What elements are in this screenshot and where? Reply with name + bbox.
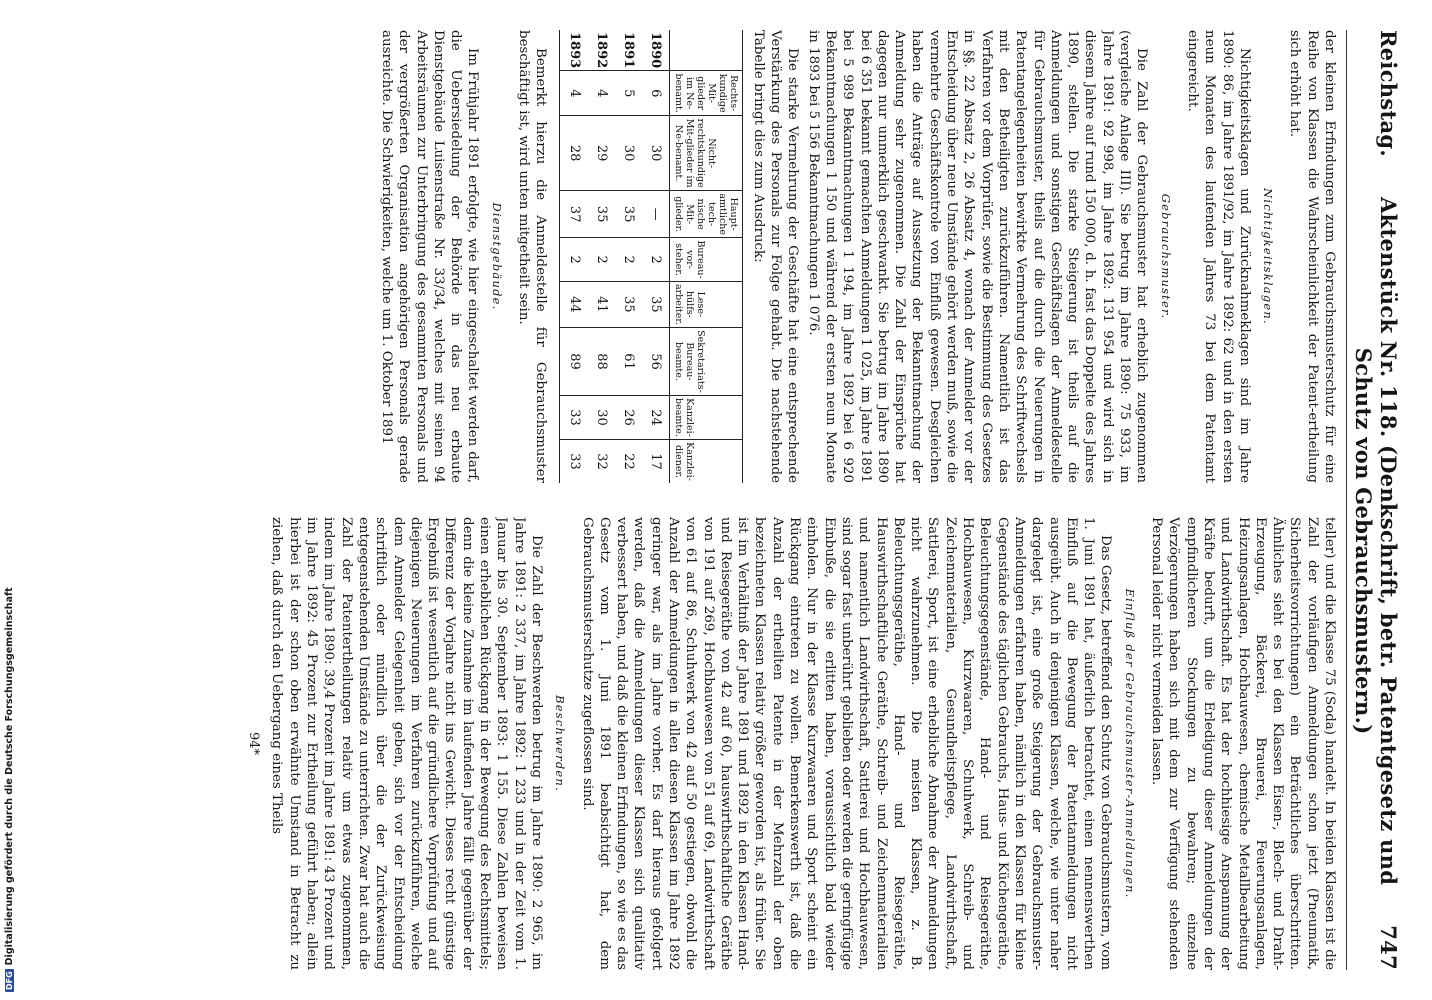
text-columns: [8, 30, 1338, 970]
column-left: [8, 30, 1338, 483]
table-cell: 89: [560, 327, 588, 395]
table-header-cell: Sekretariats-Bureau-beamte.: [670, 327, 743, 395]
paragraph: Das Gesetz, betreffend den Schutz von Gebrauchsmustern, vom 1. Juni 1891 hat, äußerlich betrachtet, einen nennenswerthen Einfluß auf die Bewegung der Patentanmeldungen nicht ausgeübt. Auch in denjenigen Klassen, welche, wie unter naher dargelegt ist, eine große Steigerung der Gebrauchsmuster-Anmeldungen erfahren haben, nämlich in den Klassen für kleine Gegenstände des täglichen Gebrauchs, Haus- und Küchengeräthe, Beleuchtungsgegenstände, Hand- und Reisegeräthe, Hochbauwesen, Kurzwaaren, Schuhwerk, Schreib- und Zeichenmaterialien, Gesundheitspflege, Landwirthschaft, Sattlerei, Sport, ist eine erhebliche Abnahme der Anmeldungen nicht wahrzunehmen. Die meisten Klassen, z. B. Beleuchtungsgeräthe, Hand- und Reisegeräthe, Hauswirthschaftliche Geräthe, Schreib- und Zeichenmaterialien und namentlich Landwirthschaft, Sattlerei und Hochbauwesen, sind sogar fast unberührt geblieben oder werden die geringfügige Einbuße, die sie erlitten haben, voraussichtlich bald wieder einholen. Nur in der Klasse Kurzwaaren und Sport scheint ein Rückgang eintreten zu wollen. Bemerkenswerth ist, daß die Anzahl der ertheilten Patente in der Mehrzahl der oben bezeichneten Klassen relativ größer geworden ist, als früher. Sie ist im Verhältniß der Jahre 1891 und 1892 in den Klassen Hand- und Reisegeräthe von 42 auf 60, hauswirthschaftliche Geräthe von 191 auf 269, Hochbauwesen von 51 auf 69, Landwirthschaft von 61 auf 86, Schuhwerk von 42 auf 50 gestiegen, obwohl die Anzahl der Anmeldungen in allen diesen Klassen im Jahre 1892 geringer war, als im Jahre vorher. Es darf hieraus gefolgert werden, daß die Anmeldungen dieser Klassen sich qualitativ verbessert haben, und daß die kleinen Erfindungen, so wie es das Gesetz vom 1. Juni 1891 beabsichtigt hat, dem Gebrauchsmusterschutze zugeflossen sind.: [579, 517, 1114, 970]
table-cell: 33: [560, 395, 588, 439]
table-header-cell: Haupt-amtliche tech-nische Mit-glieder.: [670, 191, 743, 238]
table-cell: 6: [642, 71, 670, 116]
table-cell: 1893: [560, 30, 588, 71]
table-header-cell: Kanzlei-beamte.: [670, 395, 743, 439]
table-cell: 29: [588, 116, 615, 191]
table-cell: 24: [642, 395, 670, 439]
table-cell: 35: [615, 281, 642, 327]
table-cell: 4: [560, 71, 588, 116]
table-cell: 30: [615, 116, 642, 191]
table-cell: 1892: [593, 32, 609, 69]
table-cell: 37: [560, 191, 588, 238]
table-cell: 61: [615, 327, 642, 395]
table-cell: 2: [615, 238, 642, 281]
table-header-cell: Nicht-rechtskundige Mit-glieder im Ne-benamt.: [670, 116, 743, 191]
digitization-note: [4, 587, 15, 992]
page-number: 747: [1376, 925, 1401, 970]
section-title: Beschwerden.: [553, 695, 568, 792]
table-row: [560, 30, 588, 483]
table-cell: 22: [615, 439, 642, 483]
table-cell: 4: [588, 71, 615, 116]
table-cell: —: [642, 191, 670, 238]
paragraph: Die Zahl der Gebrauchsmuster hat erheblich zugenommen (vergleiche Anlage III). Sie betrug im Jahre 1890: 75 933, im Jahre 1891: 92 998, im Jahre 1892: 131 954 und wird sich in diesem Jahre auf rund 150 000, d. h. fast das Doppelte des Jahres 1890, stellen. Die starke Steigerung ist theils auf die Anmeldungen und sonstigen Geschäftslagen der Anmeldestelle für Gebrauchsmuster, theils auf die durch die Neuerungen in Patentangelegenheiten bewirkte Vermehrung des Schriftwechsels mit den Betheiligten zurückzuführen. Namentlich ist das Verfahren vor dem Vorprüfer, sowie die Bestimmung des Gesetzes in §§. 22 Absatz 2, 26 Absatz 4, wonach der Anmelder vor der Entscheidung über neue Umstände gehört werden muß, sowie die vermehrte Geschäftskontrole von Einfluß gewesen. Desgleichen haben die Anträge auf Aussetzung der Bekanntmachung der Anmeldung sehr zugenommen. Die Zahl der Einsprüche hat dagegen nur unmerklich geschwankt. Sie betrug im Jahre 1890 bei 6 351 bekannt gemachten Anmeldungen 1 025, im Jahre 1891 bei 5 989 Bekanntmachungen 1 194, im Jahre 1892 bei 6 920 Bekanntmachungen 1 150 und während der ersten neun Monate in 1893 bei 5 156 Bekanntmachungen 1 076.: [805, 30, 1150, 483]
paragraph: Nichtigkeitsklagen und Zurücknahmeklagen sind im Jahre 1890: 86, im Jahre 1891/92, im Jahre 1892: 62 und in den ersten neun Monaten des laufenden Jahres 73 bei dem Patentamt eingereicht.: [1184, 30, 1252, 483]
table-cell: 32: [588, 439, 615, 483]
table-header-cell: Rechts-kundige Mit-glieder im Ne-benamt.: [670, 71, 743, 116]
table-cell: 26: [615, 395, 642, 439]
table-row: [615, 30, 642, 483]
paragraph: teller) und die Klasse 75 (Soda) handelt. In beiden Klassen ist die Zahl der vorläufigen Anmeldungen schon jetzt (Pneumatik, Sicherheitsvorrichtungen) ein Beträchtliches überschritten. Ähnliches sieht es bei den Klassen Eisen-, Blech- und Draht-Erzeugung, Bäckerei, Brauerei, Feuerungsanlagen, Heizungsanlagen, Hochbauwesen, chemische Metallbearbeitung und Landwirthschaft. Es hat der hochhiesige Anspannung der Kräfte bedurft, um die Erledigung dieser Anmeldungen der empfindlicheren Stockungen zu bewahren; einzelne Verzögerungen haben sich mit dem zur Verfügung stehenden Personal leider nicht vermeiden lassen.: [1149, 517, 1337, 970]
table-cell: 5: [615, 71, 642, 116]
table-cell: 33: [560, 439, 588, 483]
table-header-cell: Bureau-vor-steher.: [670, 238, 743, 281]
table-cell: 88: [588, 327, 615, 395]
table-cell: 2: [560, 238, 588, 281]
table-row: [642, 30, 670, 483]
table-cell: 30: [588, 395, 615, 439]
table-cell: 1891: [621, 32, 637, 69]
document-page: [5, 0, 1415, 1000]
running-head-left: Reichstag.: [1376, 30, 1401, 157]
table-cell: 44: [560, 281, 588, 327]
paragraph: Im Frühjahr 1891 erfolgte, wie hier eingeschaltet werden darf, die Uebersiedelung der Behörde in das neu erbaute Dienstgebäude Luisenstraße Nr. 33/34, welches mit seinen 94 Arbeitsräumen zur Unterbringung des gesammten Personals und der vergrößerten Organisation angehörigen Personals gerade ausreichte. Die Schwierigkeiten, welche um 1. Oktober 1891: [378, 30, 481, 483]
column-right: [8, 517, 1338, 970]
digitization-note-text: Digitalisierung gefördert durch die Deutsche Forschungsgemeinschaft: [4, 587, 15, 966]
section-title: Gebrauchsmuster.: [1158, 193, 1173, 320]
table-cell: 2: [642, 238, 670, 281]
table-header-cell: Lese-hülfs-arbeiter.: [670, 281, 743, 327]
section-title: Dienstgebäude.: [489, 202, 504, 311]
table-row: [588, 30, 615, 483]
paragraph: der kleinen Erfindungen zum Gebrauchsmusterschutz für eine Reihe von Klassen die Wahrscheinlichkeit der Patent-ertheilung sich erhöht hat.: [1287, 30, 1337, 483]
page-signature: 94*: [246, 731, 262, 756]
table-cell: 56: [642, 327, 670, 395]
table-cell: 28: [560, 116, 588, 191]
table-cell: 30: [642, 116, 670, 191]
table-header-cell: Kanzlei-diener.: [670, 439, 743, 483]
running-head-title: Aktenstück Nr. 118. (Denkschrift, betr. Patentgesetz und Schutz von Gebrauchsmustern.): [1351, 197, 1401, 886]
paragraph: Bemerkt hierzu die Anmeldestelle für Gebrauchsmuster beschäftigt ist, wird unten mitgetheilt sein.: [516, 30, 549, 483]
dfg-logo-icon: DFG: [5, 971, 14, 990]
table-cell: 35: [642, 281, 670, 327]
table-cell: 17: [642, 439, 670, 483]
paragraph: Die starke Vermehrung der Geschäfte hat eine entsprechende Verstärkung des Personals zur Folge gehabt. Die nachstehende Tabelle bringt dies zum Ausdruck:: [750, 30, 801, 483]
table-cell: 35: [588, 191, 615, 238]
table-header-cell: [670, 30, 743, 71]
running-head: [1346, 30, 1401, 970]
paragraph: Die Zahl der Beschwerden betrug im Jahre 1890: 2 965, im Jahre 1891: 2 337, im Jahre 1892: 1 233 und in der Zeit vom 1. Januar bis 30. September 1893: 1 155. Diese Zahlen beweisen einen erheblichen Rückgang in der Bewegung des Rechtsmittels; denn die kleine Zunahme im laufenden Jahre fällt gegenüber der Differenz der Vorjahre nicht ins Gewicht. Dieses recht günstige Ergebniß ist wesentlich auf die gründlichere Vorprüfung und auf diejenigen Neuerungen im Verfahren zurückzuführen, welche dem Anmelder Gelegenheit geben, sich vor der Entscheidung schriftlich oder mündlich über die der Zurückweisung entgegenstehenden Umstände zu unterrichten. Zwar hat auch die Zahl der Patentertheilungen relativ um etwas zugenommen, indem im Jahre 1890: 39,4 Prozent im Jahre 1891: 43 Prozent und im Jahre 1892: 45 Prozent zur Ertheilung geführt haben; allein hierbei ist der schon oben erwähnte Umstand in Betracht zu ziehen, daß durch den Uebergang eines Theils: [269, 517, 544, 970]
table-cell: 41: [588, 281, 615, 327]
section-title: Einfluß der Gebrauchsmuster-Anmeldungen.: [1122, 588, 1137, 899]
table-cell: 2: [588, 238, 615, 281]
section-title: Nichtigkeitsklagen.: [1261, 188, 1276, 325]
table-cell: 1890: [648, 32, 664, 69]
staff-table: [559, 30, 743, 483]
table-cell: 35: [615, 191, 642, 238]
table-header-row: [670, 30, 743, 483]
